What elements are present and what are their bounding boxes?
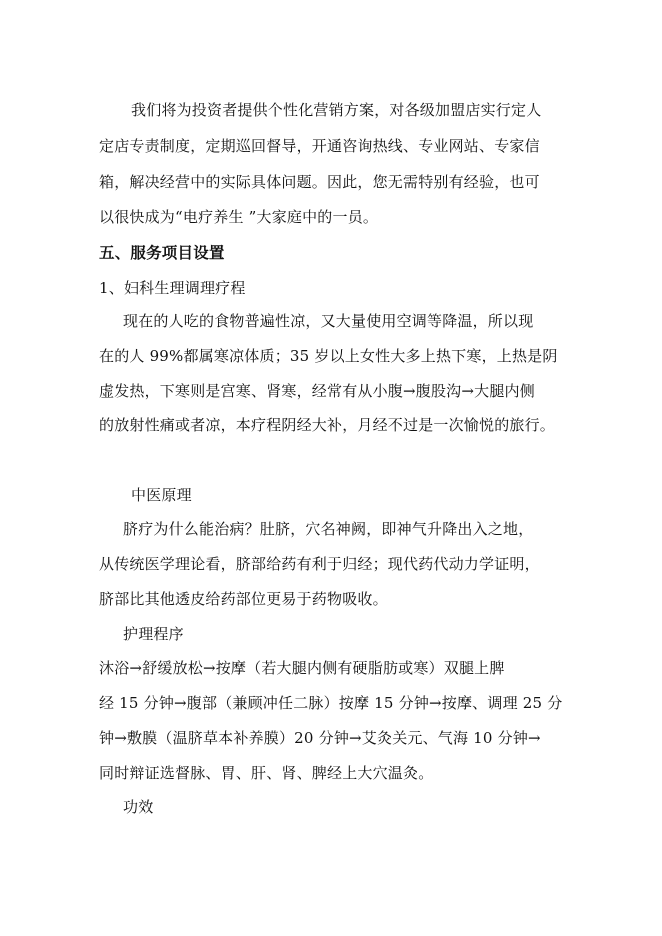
tcm-line-1: 脐疗为什么能治病？肚脐，穴名神阙，即神气升降出入之地， (123, 520, 534, 538)
intro-line-2: 定店专责制度，定期巡回督导，开通咨询热线、专业网站、专家信 (99, 137, 540, 155)
care-line-3: 钟→敷膜（温脐草本补养膜）20 分钟→艾灸关元、气海 10 分钟→ (99, 729, 541, 747)
tcm-line-3: 脐部比其他透皮给药部位更易于药物吸收。 (99, 590, 388, 608)
tcm-line-2: 从传统医学理论看，脐部给药有利于归经；现代药代动力学证明， (99, 555, 540, 573)
subheading-efficacy: 功效 (123, 798, 154, 816)
item1-line-2: 在的人 99%都属寒凉体质；35 岁以上女性大多上热下寒，上热是阴 (99, 347, 558, 365)
section-heading: 五、服务项目设置 (99, 244, 225, 262)
intro-line-3: 箱，解决经营中的实际具体问题。因此，您无需特别有经验，也可 (99, 173, 540, 191)
care-line-4: 同时辩证选督脉、胃、肝、肾、脾经上大穴温灸。 (99, 764, 434, 782)
subheading-tcm: 中医原理 (131, 486, 192, 504)
intro-line-1: 我们将为投资者提供个性化营销方案，对各级加盟店实行定人 (131, 101, 542, 119)
item1-line-1: 现在的人吃的食物普遍性凉，又大量使用空调等降温，所以现 (123, 312, 534, 330)
item1-line-4: 的放射性痛或者凉，本疗程阴经大补，月经不过是一次愉悦的旅行。 (99, 416, 556, 434)
subheading-care: 护理程序 (123, 625, 184, 643)
care-line-2: 经 15 分钟→腹部（兼顾冲任二脉）按摩 15 分钟→按摩、调理 25 分 (99, 694, 563, 712)
intro-line-4: 以很快成为“电疗养生 ”大家庭中的一员。 (99, 208, 379, 226)
item1-line-3: 虚发热，下寒则是宫寒、肾寒，经常有从小腹→腹股沟→大腿内侧 (99, 382, 535, 400)
item-heading: 1、妇科生理调理疗程 (99, 279, 246, 297)
care-line-1: 沐浴→舒缓放松→按摩（若大腿内侧有硬脂肪或寒）双腿上脾 (99, 659, 505, 677)
